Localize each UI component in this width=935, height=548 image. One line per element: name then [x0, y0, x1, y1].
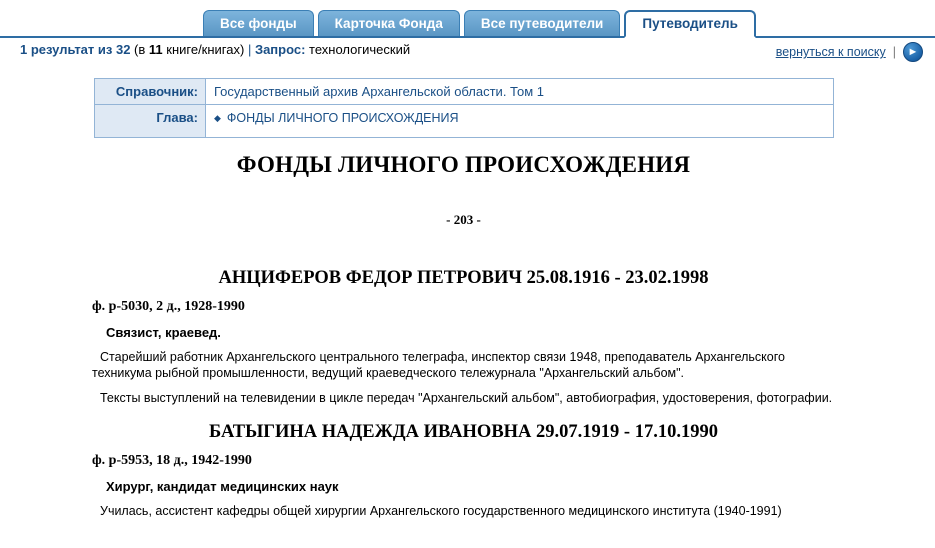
- tab-bar: [0, 0, 935, 38]
- entry-fond: ф. р-5030, 2 д., 1928-1990: [92, 299, 245, 314]
- tab-all-funds[interactable]: Все фонды: [203, 10, 314, 36]
- table-row-guide: [95, 79, 834, 105]
- info-divider: |: [244, 42, 255, 57]
- tab-fund-card[interactable]: Карточка Фонда: [318, 10, 460, 36]
- entry-title: БАТЫГИНА НАДЕЖДА ИВАНОВНА 29.07.1919 - 17.10.1990: [209, 422, 718, 442]
- tab-guide[interactable]: Путеводитель: [624, 10, 756, 38]
- document-body: [0, 152, 935, 535]
- action-separator: |: [892, 45, 896, 59]
- result-count: 1 результат из 32: [20, 42, 131, 57]
- chapter-label: Глава:: [95, 105, 206, 138]
- book-count: 11: [148, 42, 163, 57]
- list-item: [92, 422, 835, 519]
- diamond-bullet-icon: ◆: [214, 113, 221, 124]
- query-label: Запрос:: [254, 42, 306, 57]
- entry-paragraph: Училась, ассистент кафедры общей хирургии Архангельского государственного медицинского института (1940-1991): [100, 504, 782, 518]
- entry-profession: Хирург, кандидат медицинских наук: [106, 479, 339, 494]
- guide-value[interactable]: Государственный архив Архангельской области. Том 1: [206, 79, 834, 105]
- entry-paragraph: Тексты выступлений на телевидении в цикле передач "Архангельский альбом", автобиография, удостоверения, фотографии.: [100, 391, 833, 405]
- guide-label: Справочник:: [95, 79, 206, 105]
- tab-list: [203, 10, 756, 36]
- entry-paragraph: Старейший работник Архангельского центрального телеграфа, инспектор связи 1948, преподаватель Архангельского техникума рыбной промышленности, ведущий краеведческого тележурнала "Архангельский альбом".: [92, 350, 785, 380]
- info-bar: [0, 38, 935, 64]
- chapter-link[interactable]: ФОНДЫ ЛИЧНОГО ПРОИСХОЖДЕНИЯ: [226, 111, 459, 125]
- entry-fond: ф. р-5953, 18 д., 1942-1990: [92, 453, 252, 468]
- page-title: ФОНДЫ ЛИЧНОГО ПРОИСХОЖДЕНИЯ: [236, 152, 691, 177]
- book-word: книге/книгах): [162, 42, 245, 57]
- page-number: - 203 -: [446, 212, 481, 227]
- tab-all-guides[interactable]: Все путеводители: [464, 10, 621, 36]
- back-to-search-link[interactable]: вернуться к поиску: [775, 45, 886, 59]
- entry-title: АНЦИФЕРОВ ФЕДОР ПЕТРОВИЧ 25.08.1916 - 23.02.1998: [218, 268, 709, 288]
- next-arrow-icon[interactable]: ►: [903, 42, 923, 62]
- guide-header-table: [94, 78, 834, 138]
- chapter-value-cell: [206, 105, 834, 138]
- table-row-chapter: [95, 105, 834, 138]
- info-bar-actions: [776, 42, 923, 62]
- entry-profession: Связист, краевед.: [106, 325, 221, 340]
- query-value: технологический: [305, 42, 411, 57]
- list-item: [92, 268, 835, 406]
- result-middle: (в: [130, 42, 149, 57]
